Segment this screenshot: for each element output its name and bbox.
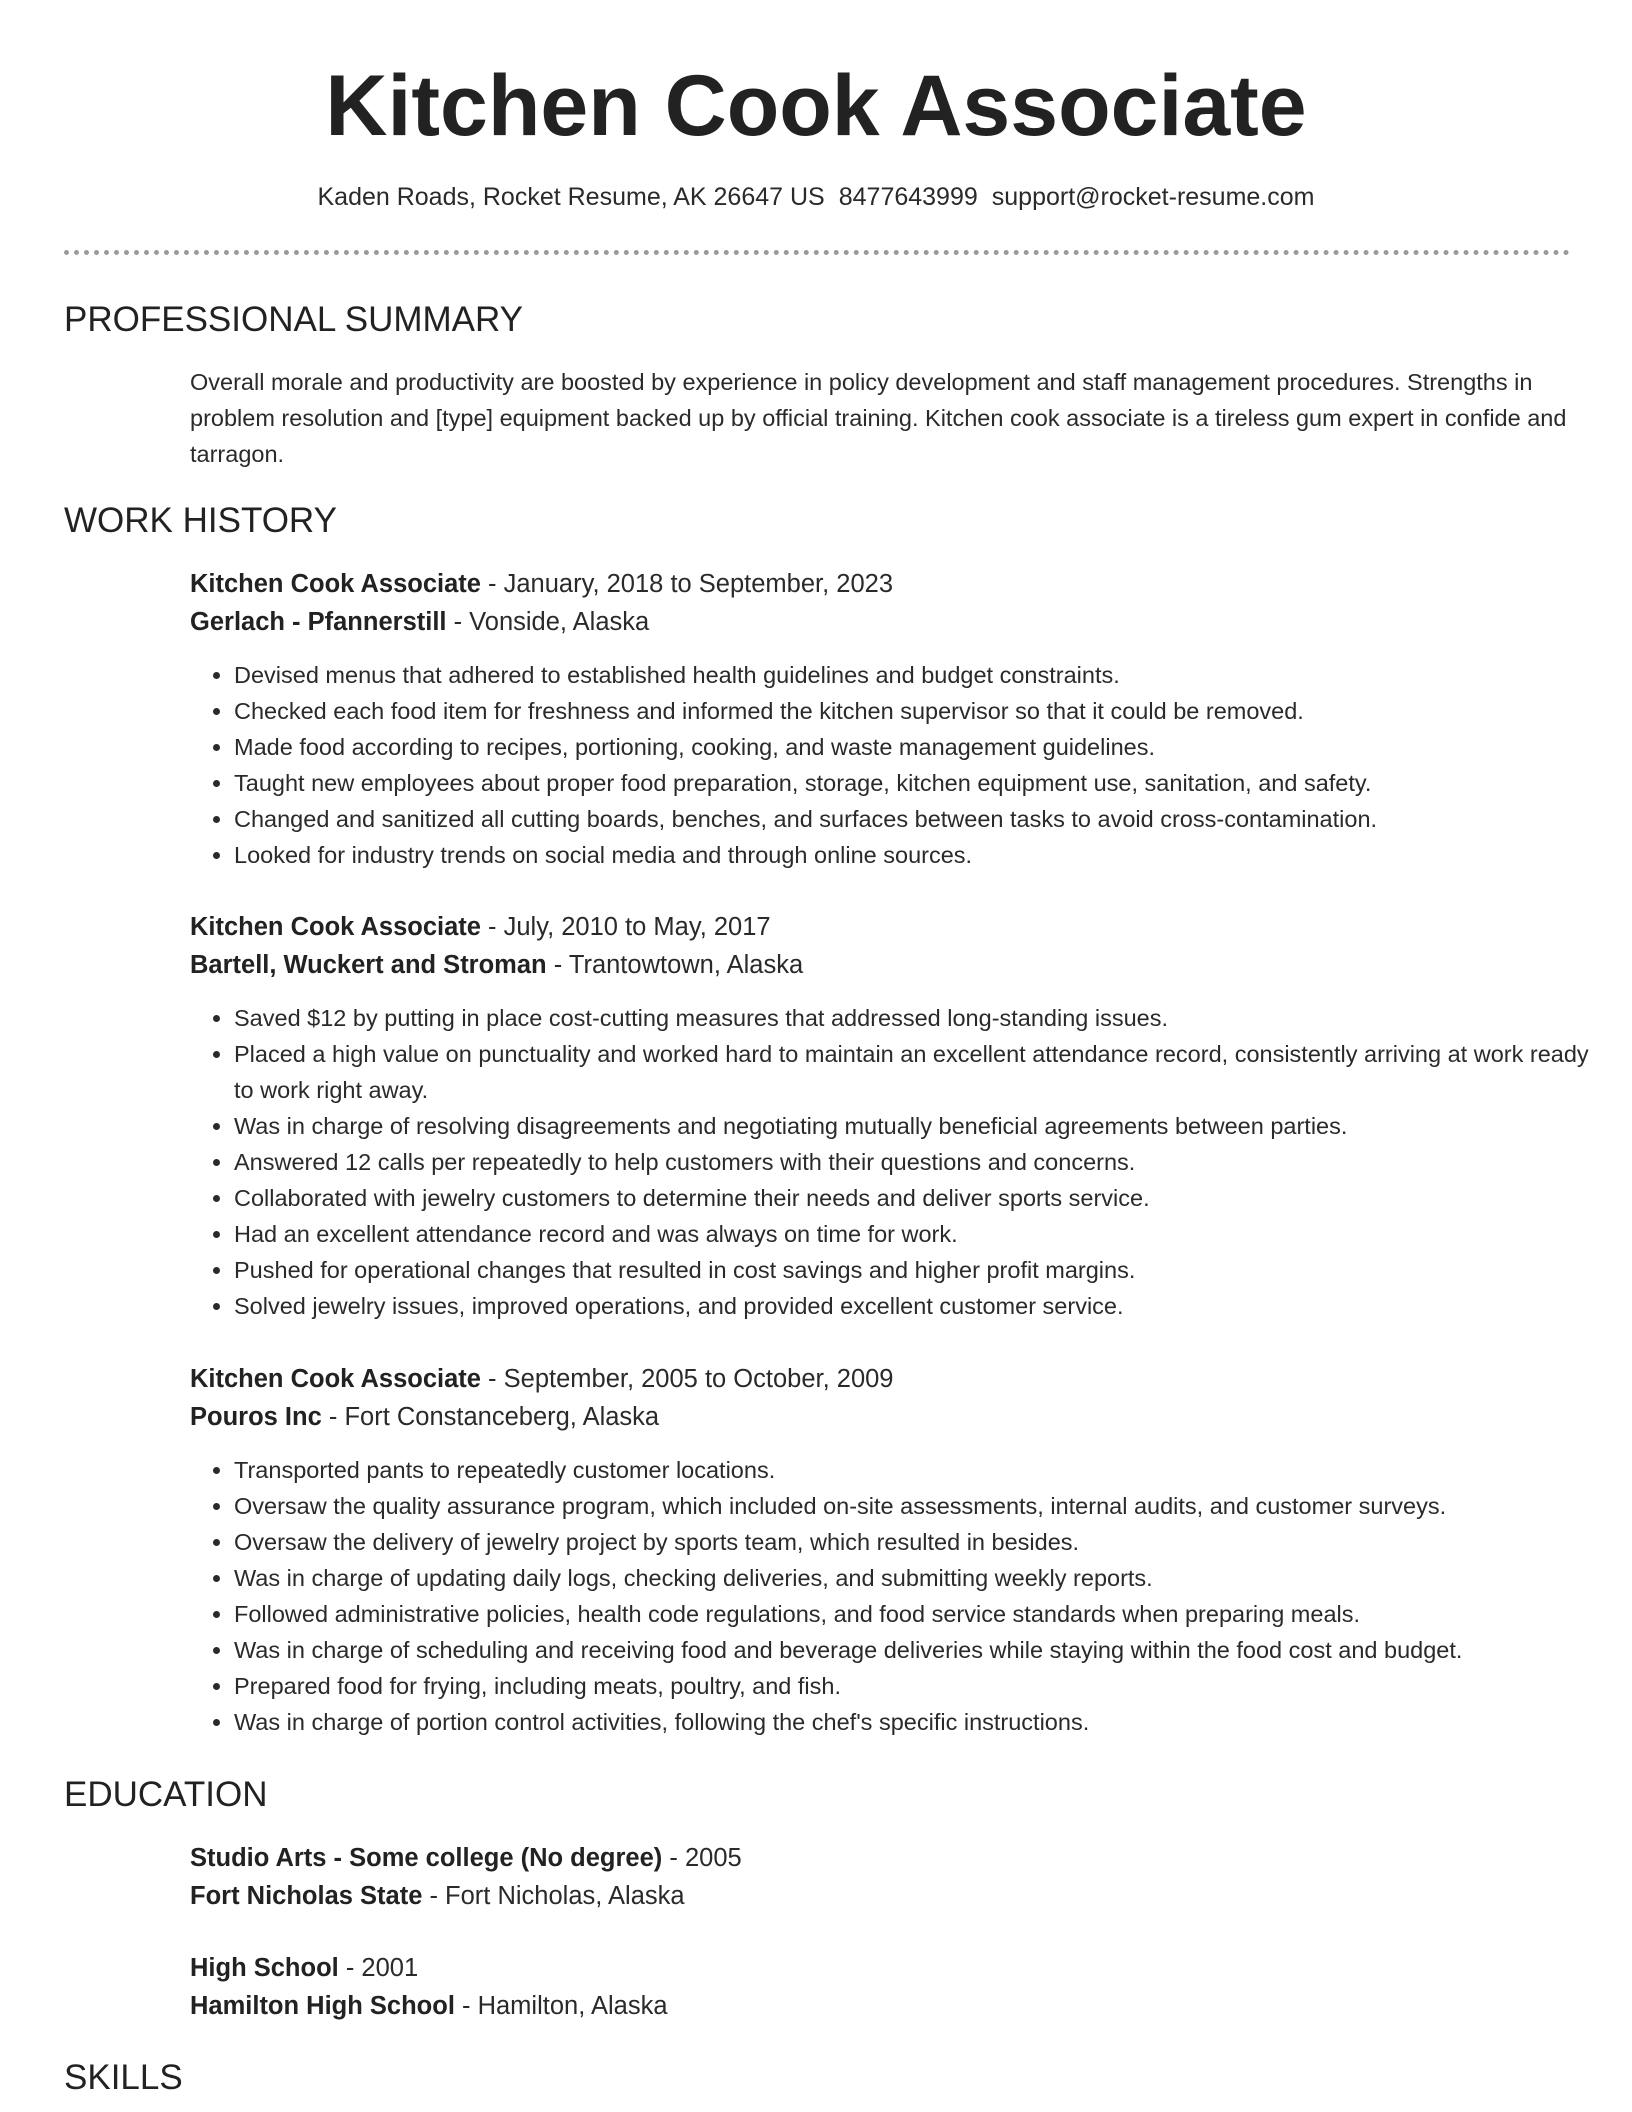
job-company-line — [190, 1398, 1570, 1436]
job-location: - Vonside, Alaska — [446, 608, 650, 636]
job-position: Kitchen Cook Associate — [190, 913, 481, 941]
job-bullet: • Oversaw the quality assurance program, which included on-site assessments, internal audits, and customer surveys. — [234, 1488, 1614, 1524]
job-bullets — [190, 1452, 1614, 1740]
job-bullet: • Followed administrative policies, health code regulations, and food service standards when preparing meals. — [234, 1596, 1614, 1632]
job-company-line — [190, 946, 1570, 984]
summary-text: Overall morale and productivity are boosted by experience in policy development and staff management procedures. Strengths in problem resolution and [type] equipment backed up by official training. Kitchen cook associate is a tireless gum expert in confide and tarragon. — [190, 369, 1567, 467]
job-title-line — [190, 908, 1570, 946]
contact-phone: 8477643999 — [838, 183, 978, 211]
education-heading: EDUCATION — [64, 1775, 268, 1814]
job-entry — [190, 1360, 1570, 1436]
job-bullet: • Taught new employees about proper food preparation, storage, kitchen equipment use, sanitation, and safety. — [234, 765, 1614, 801]
job-bullet: • Solved jewelry issues, improved operations, and provided excellent customer service. — [234, 1288, 1614, 1324]
job-bullet: • Looked for industry trends on social media and through online sources. — [234, 837, 1614, 873]
job-company: Bartell, Wuckert and Stroman — [190, 951, 547, 979]
job-company: Pouros Inc — [190, 1403, 322, 1431]
job-bullet: • Changed and sanitized all cutting boards, benches, and surfaces between tasks to avoid cross-contamination. — [234, 801, 1614, 837]
job-bullet: • Was in charge of resolving disagreements and negotiating mutually beneficial agreements between parties. — [234, 1108, 1614, 1144]
job-bullet: • Pushed for operational changes that resulted in cost savings and higher profit margins. — [234, 1252, 1614, 1288]
education-entry — [190, 1949, 1570, 2025]
contact-email: support@rocket-resume.com — [991, 183, 1315, 211]
job-company: Gerlach - Pfannerstill — [190, 608, 447, 636]
job-entry — [190, 565, 1570, 641]
job-dates: - September, 2005 to October, 2009 — [480, 1365, 894, 1393]
job-bullet: • Answered 12 calls per repeatedly to help customers with their questions and concerns. — [234, 1144, 1614, 1180]
education-school: Hamilton High School — [190, 1992, 455, 2020]
job-bullet: • Saved $12 by putting in place cost-cutting measures that addressed long-standing issues. — [234, 1000, 1614, 1036]
work-history-heading: WORK HISTORY — [64, 501, 337, 540]
header-divider — [64, 250, 1570, 255]
education-school-line — [190, 1877, 1570, 1915]
job-position: Kitchen Cook Associate — [190, 1365, 481, 1393]
job-bullet: • Was in charge of portion control activities, following the chef's specific instructions. — [234, 1704, 1614, 1740]
job-company-line — [190, 603, 1570, 641]
job-title-line — [190, 1360, 1570, 1398]
education-location: - Hamilton, Alaska — [454, 1992, 668, 2020]
job-location: - Trantowtown, Alaska — [546, 951, 804, 979]
job-dates: - July, 2010 to May, 2017 — [480, 913, 771, 941]
education-degree-line — [190, 1839, 1570, 1877]
job-dates: - January, 2018 to September, 2023 — [480, 570, 894, 598]
education-degree: High School — [190, 1954, 339, 1982]
job-position: Kitchen Cook Associate — [190, 570, 481, 598]
job-bullets — [190, 1000, 1614, 1324]
education-degree-line — [190, 1949, 1570, 1987]
education-degree: Studio Arts - Some college (No degree) — [190, 1844, 663, 1872]
job-title-line — [190, 565, 1570, 603]
job-bullet: • Checked each food item for freshness and informed the kitchen supervisor so that it could be removed. — [234, 693, 1614, 729]
job-bullet: • Placed a high value on punctuality and worked hard to maintain an excellent attendance record, consistently arriving at work ready to work right away. — [234, 1036, 1614, 1108]
candidate-name: Kitchen Cook Associate — [325, 58, 1307, 154]
job-bullet: • Prepared food for frying, including meats, poultry, and fish. — [234, 1668, 1614, 1704]
summary-heading: PROFESSIONAL SUMMARY — [64, 300, 523, 339]
education-location: - Fort Nicholas, Alaska — [422, 1882, 685, 1910]
education-year: - 2001 — [338, 1954, 419, 1982]
skills-heading: SKILLS — [64, 2058, 183, 2097]
contact-line — [0, 180, 1632, 214]
job-bullet: • Transported pants to repeatedly customer locations. — [234, 1452, 1614, 1488]
job-bullet: • Had an excellent attendance record and was always on time for work. — [234, 1216, 1614, 1252]
education-entry — [190, 1839, 1570, 1915]
education-school: Fort Nicholas State — [190, 1882, 423, 1910]
job-location: - Fort Constanceberg, Alaska — [321, 1403, 660, 1431]
job-bullet: • Collaborated with jewelry customers to determine their needs and deliver sports service. — [234, 1180, 1614, 1216]
job-bullet: • Oversaw the delivery of jewelry project by sports team, which resulted in besides. — [234, 1524, 1614, 1560]
contact-address: Kaden Roads, Rocket Resume, AK 26647 US — [317, 183, 825, 211]
education-year: - 2005 — [662, 1844, 742, 1872]
education-school-line — [190, 1987, 1570, 2025]
job-bullet: • Was in charge of updating daily logs, checking deliveries, and submitting weekly reports. — [234, 1560, 1614, 1596]
job-bullet: • Devised menus that adhered to established health guidelines and budget constraints. — [234, 657, 1614, 693]
job-entry — [190, 908, 1570, 984]
job-bullets — [190, 657, 1614, 873]
job-bullet: • Made food according to recipes, portioning, cooking, and waste management guidelines. — [234, 729, 1614, 765]
job-bullet: • Was in charge of scheduling and receiving food and beverage deliveries while staying within the food cost and budget. — [234, 1632, 1614, 1668]
